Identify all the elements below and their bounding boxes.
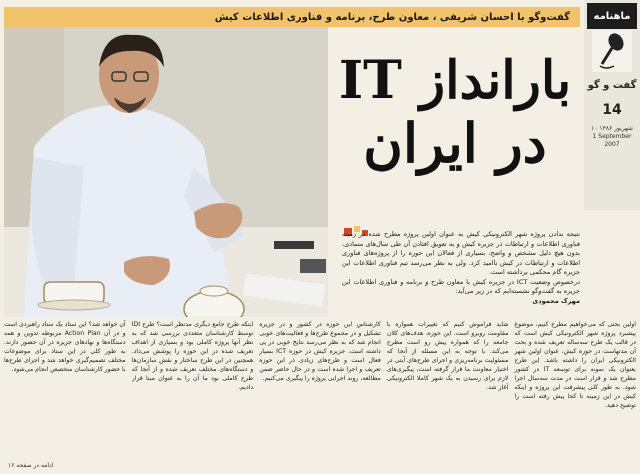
article-column-3: کارشناس این حوزه در کشور و در جزیره تشکیل و در مجموع طرح‌ها و فعالیت‌های خوبی انجام شد که به نظر می‌رسد نتایج خوبی در پی داشته است. جزیره کیش در حوزه ICT بسیار فعال است و طرح‌های زیادی در این حوزه تعریف و اجرا شده است و در حال حاضر ضمن مطالعه، روند اجرایی پروژه را پیگیری می‌کنیم. [259,321,381,382]
lead-text-1: نتیجه ندادن پروژه شهر الکترونیکی کیش به عنوان اولین پروژه مطرح شده در زمینه فناوری اطلاعات و ارتباطات در جزیره کیش و به تعویق افتادن آن طی سال‌های متمادی، بدون هیچ دلیل مشخص و واضح، بسیاری از فعالان این حوزه را از پروژه‌های فناوری اطلاعات و ارتباطات در کیش ناامید کرد. ولی به نظر می‌رسد تیم فناوری اطلاعات این جزیره گام محکمی برداشته است. [342,230,580,276]
section-sidebar [584,0,640,210]
interview-kicker: گفت‌وگو با احسان شریفی ، معاون طرح، برنامه و فناوری اطلاعات کیش [214,11,570,23]
article-column-4: اینکه طرح جامع دیگری مدنظر است؟ طرح IDI توسط کارشناسان متعددی بررسی شد که به نظر آنها پروژه کاملی بود و بسیاری از اهداف تعریف شده در این حوزه را پوشش می‌داد. همچنین در این طرح ساختار و نقش سازمان‌ها و دستگاه‌های مختلف تعریف شده و از آنجا که طرح کاملی بود ما آن را به عنوان مبنا قرار دادیم. [131,321,254,391]
section-title: گفت و گو [587,80,637,91]
lead-text-2: درخصوص وضعیت ICT در جزیره کیش با معاون طرح و برنامه و فناوری اطلاعات این جزیره به گفت‌وگو نشسته‌ایم که در زیر می‌آید: [342,277,580,295]
continued-note: ادامه در صفحه ۱۶ [8,462,54,469]
article-column-2: شاید فراموش کنیم که تغییرات همواره با مقاومت روبرو است. این حوزه، هدف‌های کلان جامعه را که همواره پیش رو است مطرح می‌کند. با توجه به این مسئله از آنجا که مسئولیت برنامه‌ریزی و اجرای طرح‌های آیتی در اختیار معاونت ما قرار گرفته است، پیگیری‌های لازم برای رسیدن به یک شهر کاملا الکترونیکی آغاز شد. [386,321,509,391]
headline-line-2: در ایران [363,111,547,175]
interviewee-photo-illustration [4,27,328,317]
article-body [4,320,636,470]
article-column-1: اولین بحثی که می‌خواهیم مطرح کنیم، موضوع پیشبرد پروژه شهر الکترونیکی کیش است که در قالب یک طرح سه‌ساله تعریف شده و بحث آن مدتهاست در حوزه کیش، عنوان اولین شهر الکترونیکی ایران را داشته باشد. این طرح بعنوان یک نمونه برای توسعه IT در کشور مطرح شد و قرار است در مدت سه‌سال اجرا شود. به طور کلی پیشرفت این پروژه و اینکه کیش در این زمینه تا کجا پیش رفته است را توضیح دهید. [514,321,636,409]
magazine-logo-text: ماهنامه [593,10,631,22]
microphone-icon [592,30,632,72]
interviewee-photo [4,27,328,317]
issue-date-en: 1 September 2007 [592,133,632,148]
issue-date-fa: ۱۰ شهریور ۱۳۸۶ [591,125,633,132]
article-column-5: آن خواهد شد؟ این ستاد یک ستاد راهبردی است و در آن Action Plan مربوطه تدوین و همه دستگاه‌ها و نهادهای جزیره در آن حضور دارند. به طور کلی در این ستاد برای موضوعات مختلف تصمیم‌گیری خواهد شد و اجرای طرح‌ها با حضور کارشناسان متخصص انجام می‌شود. [4,321,126,373]
byline: مهرک محمودی [532,296,580,305]
headline [330,50,580,174]
issue-date [586,125,638,149]
lead-paragraph [342,230,580,330]
page-number: 14 [602,102,622,118]
headline-line-1: بارانداز IT [338,50,572,111]
magazine-logo [587,3,637,29]
interview-kicker-bar [4,7,580,27]
